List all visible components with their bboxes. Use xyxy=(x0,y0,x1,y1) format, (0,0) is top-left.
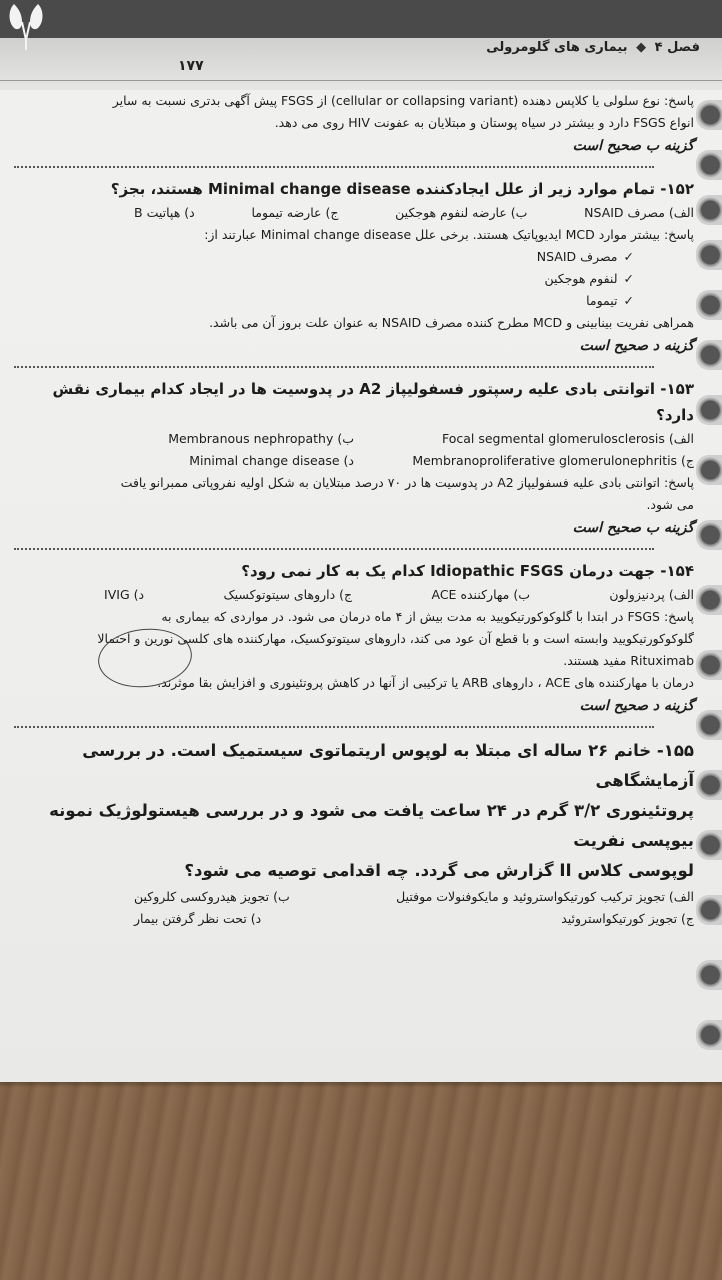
question-153: ۱۵۳- اتوانتی بادی علیه رسپتور فسفولیپاز A2 در پدوسیت ها در ایجاد کدام بیماری نقش دارد؟ xyxy=(52,380,694,424)
question-155-line: ۱۵۵- خانم ۲۶ ساله ای مبتلا به لوپوس اریتماتوی سیستمیک است. در بررسی آزمایشگاهی xyxy=(82,741,694,790)
page-content xyxy=(14,90,694,930)
option-a: الف) Focal segmental glomerulosclerosis xyxy=(441,431,694,446)
answer-label: گزینه ب صحیح است xyxy=(572,520,694,536)
binding-ring xyxy=(696,240,722,270)
explanation-line: همراهی نفریت بینابینی و MCD مطرح کننده مصرف NSAID به عنوان علت بروز آن می باشد. xyxy=(209,315,694,330)
dotted-separator xyxy=(14,548,654,550)
explanation-line: گلوکوکورتیکویید وابسته است و با قطع آن عود می کند، داروهای سیتوتوکسیک، مهارکننده های کلسی نورین و احتمالا xyxy=(97,631,694,646)
option-d: د) IVIG xyxy=(104,587,145,602)
option-b: ب) مهارکننده ACE xyxy=(431,587,530,602)
bullet-item xyxy=(14,246,694,268)
question-155-line: پروتئینوری ۳/۲ گرم در ۲۴ ساعت یافت می شود و در بررسی هیستولوژیک نمونه بیوپسی نفریت xyxy=(49,801,694,850)
question-152: ۱۵۲- تمام موارد زیر از علل ایجادکننده Minimal change disease هستند، بجز؟ xyxy=(110,180,694,198)
checkmark-icon: ✓ xyxy=(623,293,634,308)
page-shadow xyxy=(0,1082,722,1088)
binding-ring xyxy=(696,195,722,225)
binding-ring xyxy=(696,395,722,425)
page-number: ۱۷۷ xyxy=(178,58,204,74)
option-a: الف) پردنیزولون xyxy=(609,587,694,602)
question-153-options-row1 xyxy=(14,428,694,450)
option-a: الف) مصرف NSAID xyxy=(584,205,694,220)
explanation-line: پاسخ: FSGS در ابتدا با گلوکوکورتیکویید به مدت بیش از ۴ ماه درمان می شود. در مواردی که بیماری به xyxy=(161,609,694,624)
intro-explanation-line: پاسخ: نوع سلولی یا کلاپس دهنده (cellular or collapsing variant) از FSGS پیش آگهی بدتری نسبت به سایر xyxy=(112,93,694,108)
question-155-line: لوپوسی کلاس II گزارش می گردد. چه اقدامی توصیه می شود؟ xyxy=(184,861,694,880)
answer-label: گزینه د صحیح است xyxy=(579,698,694,714)
header-dark-strip xyxy=(0,0,722,38)
chapter-title: بیماری های گلومرولی xyxy=(486,40,628,55)
bullet-item xyxy=(14,290,694,312)
intro-explanation-line: انواع FSGS دارد و بیشتر در سیاه پوستان و مبتلایان به عفونت HIV روی می دهد. xyxy=(274,115,694,130)
question-155-options-row1 xyxy=(14,886,694,908)
header-divider xyxy=(0,80,722,81)
binding-ring xyxy=(696,650,722,680)
binding-ring xyxy=(696,1020,722,1050)
option-b: ب) Membranous nephropathy xyxy=(168,431,354,446)
bullet-text: مصرف NSAID xyxy=(536,249,618,264)
option-a: الف) تجویز ترکیب کورتیکواستروئید و مایکوفنولات موفتیل xyxy=(396,889,694,904)
explanation-line: Rituximab مفید هستند. xyxy=(563,653,694,668)
diamond-separator-icon: ◆ xyxy=(636,40,647,55)
bullet-text: تیموما xyxy=(586,293,618,308)
dotted-separator xyxy=(14,726,654,728)
binding-ring xyxy=(696,100,722,130)
chapter-heading xyxy=(486,40,700,55)
binding-ring xyxy=(696,455,722,485)
question-154-options xyxy=(14,584,694,606)
option-c: ج) عارضه تیموما xyxy=(251,205,339,220)
question-152-options xyxy=(14,202,694,224)
question-153-options-row2 xyxy=(14,450,694,472)
explanation-line: درمان با مهارکننده های ACE ، داروهای ARB یا ترکیبی از آنها در کاهش پروتئینوری و افزایش بقا موثرند. xyxy=(157,675,694,690)
checkmark-icon: ✓ xyxy=(623,271,634,286)
option-c: ج) Membranoproliferative glomerulonephritis xyxy=(412,453,694,468)
binding-ring xyxy=(696,710,722,740)
question-154: ۱۵۴- جهت درمان Idiopathic FSGS کدام یک به کار نمی رود؟ xyxy=(241,562,694,580)
dotted-separator xyxy=(14,366,654,368)
answer-label: گزینه د صحیح است xyxy=(579,338,694,354)
option-c: ج) تجویز کورتیکواستروئید xyxy=(561,911,694,926)
question-155-options-row2 xyxy=(14,908,694,930)
binding-ring xyxy=(696,290,722,320)
binding-ring xyxy=(696,585,722,615)
option-c: ج) داروهای سیتوتوکسیک xyxy=(223,587,353,602)
option-b: ب) تجویز هیدروکسی کلروکین xyxy=(134,889,290,904)
option-d: د) Minimal change disease xyxy=(189,453,354,468)
bullet-text: لنفوم هوجکین xyxy=(544,271,618,286)
option-b: ب) عارضه لنفوم هوجکین xyxy=(395,205,528,220)
dotted-separator xyxy=(14,166,654,168)
binding-ring xyxy=(696,895,722,925)
explanation-line: پاسخ: بیشتر موارد MCD ایدیوپاتیک هستند. برخی علل Minimal change disease عبارتند از: xyxy=(204,227,694,242)
explanation-line: می شود. xyxy=(646,497,694,512)
explanation-line: پاسخ: اتوانتی بادی علیه فسفولیپاز A2 در پدوسیت ها در ۷۰ درصد مبتلایان به شکل اولیه نفروپاتی ممبرانو یافت xyxy=(120,475,694,490)
option-d: د) تحت نظر گرفتن بیمار xyxy=(134,911,262,926)
chapter-label: فصل ۴ xyxy=(654,40,700,55)
checkmark-icon: ✓ xyxy=(623,249,634,264)
binding-ring xyxy=(696,150,722,180)
binding-ring xyxy=(696,830,722,860)
binding-ring xyxy=(696,770,722,800)
answer-label: گزینه ب صحیح است xyxy=(572,138,694,154)
binding-ring xyxy=(696,340,722,370)
bullet-item xyxy=(14,268,694,290)
binding-ring xyxy=(696,960,722,990)
page-header xyxy=(0,0,722,90)
option-d: د) هپاتیت B xyxy=(134,205,195,220)
kidney-logo-icon xyxy=(6,0,46,52)
binding-ring xyxy=(696,520,722,550)
